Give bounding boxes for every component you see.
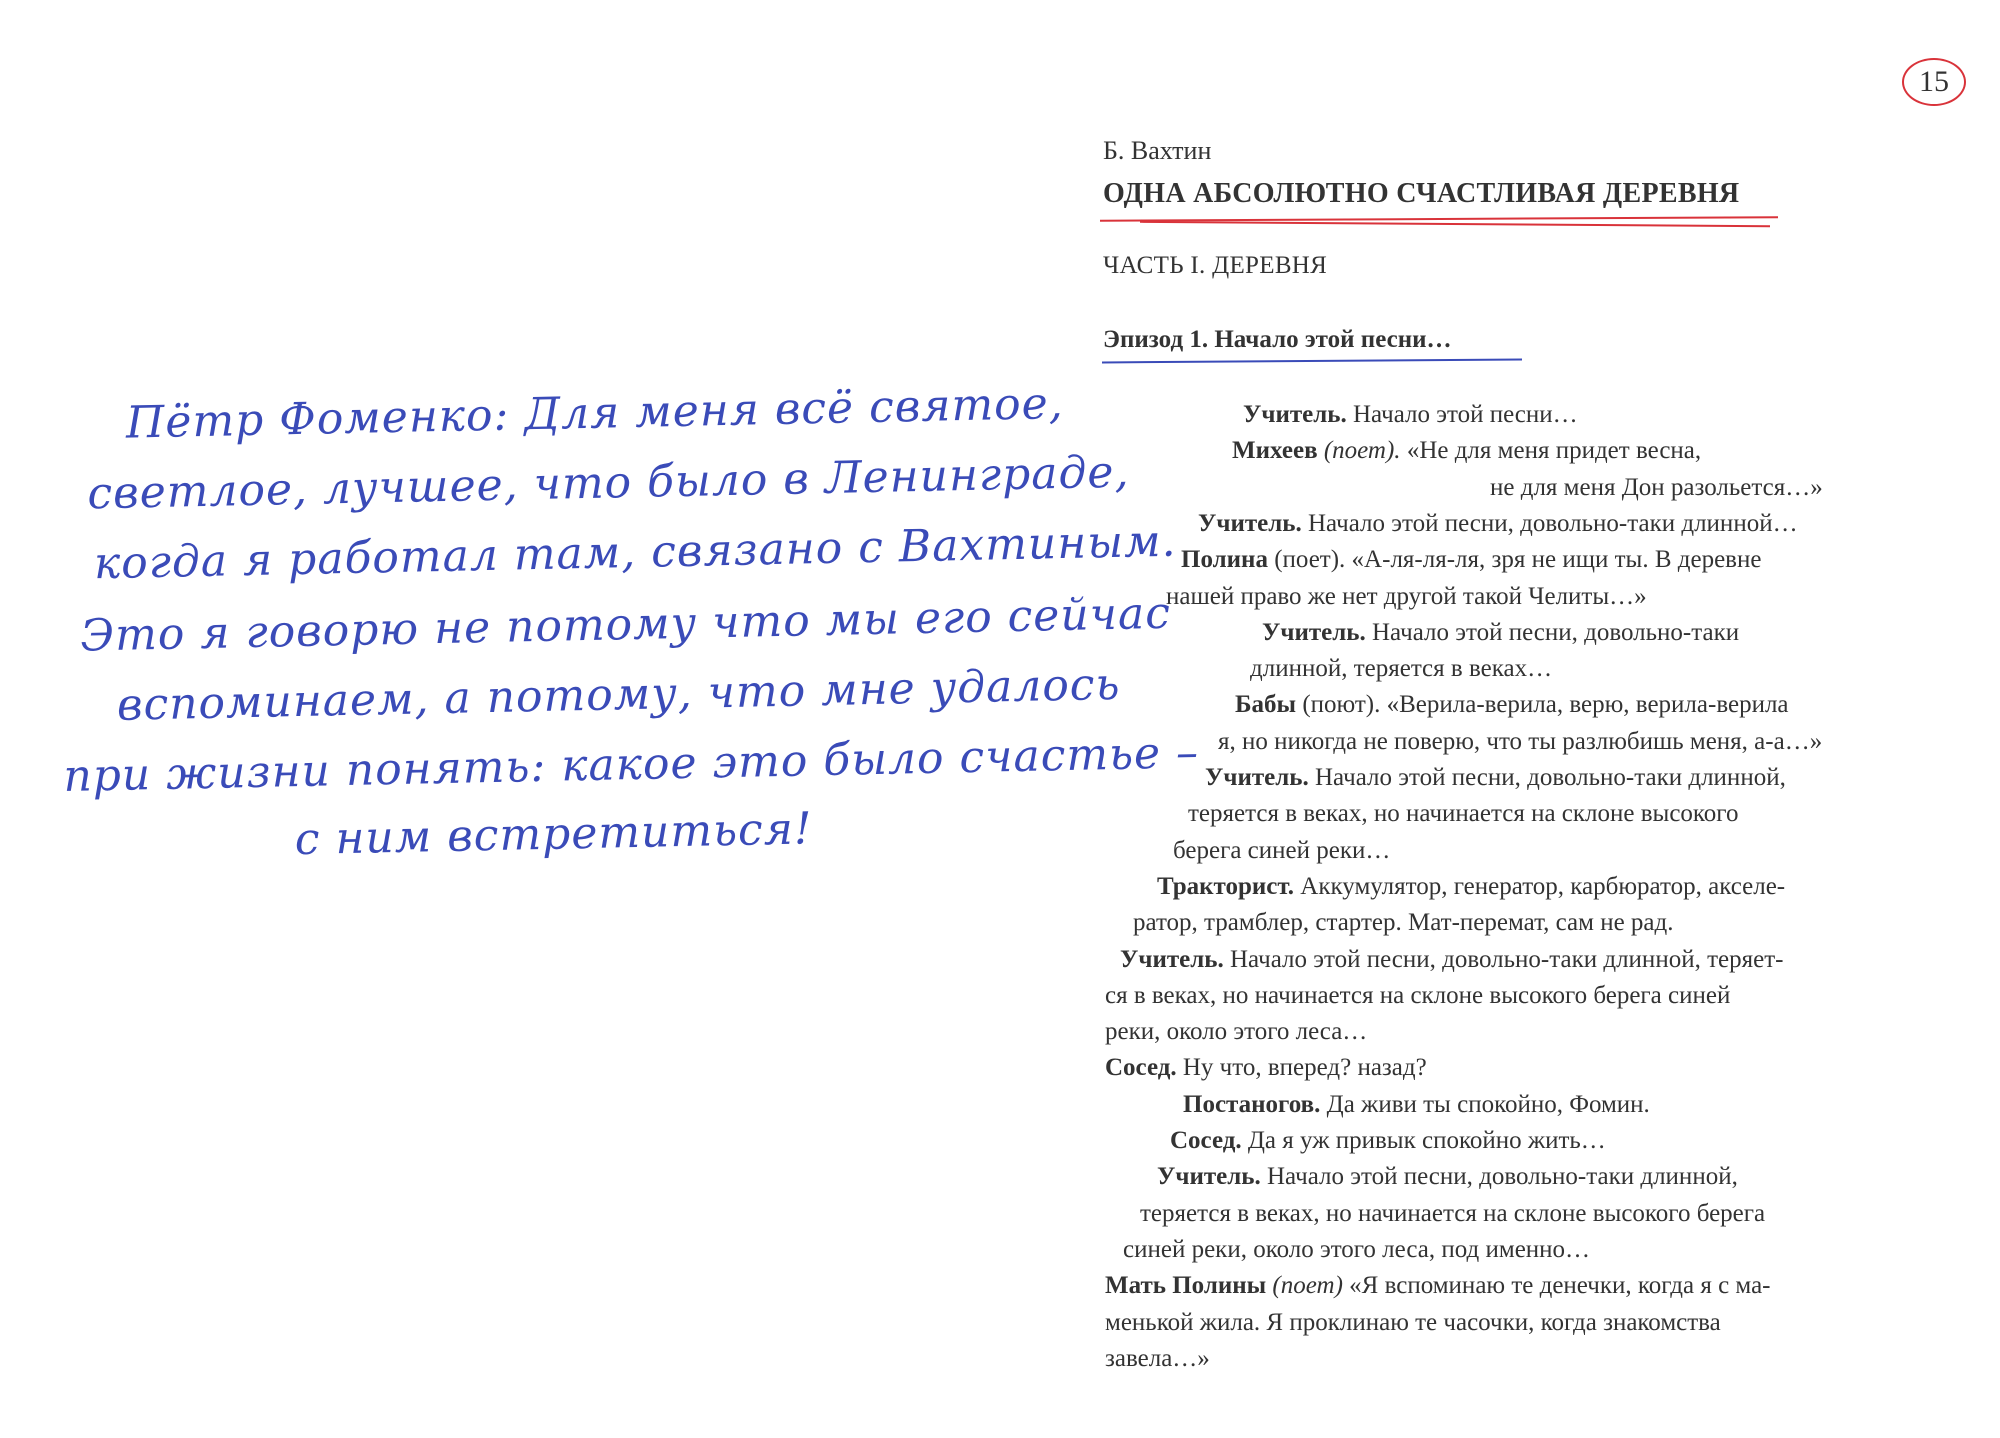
line-text: ся в веках, но начинается на склоне высокого берега синей <box>1105 981 1731 1009</box>
speaker-name: Тракторист. <box>1157 872 1295 900</box>
speaker-name: Полина <box>1181 546 1268 574</box>
script-line <box>1133 908 1673 938</box>
note-line: когда я работал там, связано с Вахтиным. <box>93 515 1178 590</box>
stage-direction: (поет). <box>1317 437 1401 465</box>
line-text: не для меня Дон разольется…» <box>1490 473 1823 501</box>
speaker-name: Учитель. <box>1198 509 1302 537</box>
script-line <box>1232 436 1701 466</box>
line-text: Да я уж привык спокойно жить… <box>1241 1127 1606 1154</box>
line-text: теряется в веках, но начинается на склоне высокого берега <box>1140 1199 1766 1227</box>
line-text: (поет). «А-ля-ля-ля, зря не ищи ты. В деревне <box>1267 546 1762 574</box>
speaker-name: Постаногов. <box>1183 1090 1321 1118</box>
line-text: Начало этой песни, довольно-таки длинной, <box>1308 764 1786 791</box>
script-line <box>1205 763 1786 793</box>
script-line <box>1490 473 1823 503</box>
line-text: (поют). «Верила-верила, верю, верила-верила <box>1296 691 1789 719</box>
script-line <box>1198 509 1798 539</box>
line-text: ратор, трамблер, стартер. Мат-перемат, сам не рад. <box>1133 909 1674 937</box>
line-text: «Не для меня придет весна, <box>1400 437 1702 465</box>
note-line: светлое, лучшее, что было в Ленинграде, <box>86 446 1130 520</box>
script-line <box>1123 1235 1590 1265</box>
script-line <box>1235 690 1789 720</box>
script-line <box>1105 1344 1210 1374</box>
note-line: вспоминаем, а потому, что мне удалось <box>116 658 1121 731</box>
play-title: ОДНА АБСОЛЮТНО СЧАСТЛИВАЯ ДЕРЕВНЯ <box>1103 178 1740 209</box>
line-text: Ну что, вперед? назад? <box>1176 1054 1427 1082</box>
speaker-name: Михеев <box>1232 437 1318 465</box>
stage-direction: (поет) <box>1266 1272 1343 1300</box>
line-text: Начало этой песни, довольно-таки длинной, <box>1260 1163 1738 1191</box>
line-text: Начало этой песни, довольно-таки длинной, теряет- <box>1223 945 1784 973</box>
line-text: Начало этой песни… <box>1346 401 1578 428</box>
script-line <box>1173 836 1390 866</box>
script-line <box>1262 618 1739 648</box>
speaker-name: Мать Полины <box>1105 1272 1267 1300</box>
handwritten-note <box>35 371 1200 866</box>
line-text: Начало этой песни, довольно-таки длинной… <box>1301 509 1798 537</box>
line-text: Да живи ты спокойно, Фомин. <box>1320 1090 1650 1118</box>
script-line <box>1218 727 1822 757</box>
line-text: реки, около этого леса… <box>1105 1018 1368 1046</box>
script-line <box>1105 1308 1721 1338</box>
script-line <box>1105 1017 1367 1047</box>
episode-heading: Эпизод 1. Начало этой песни… <box>1103 326 1452 353</box>
speaker-name: Сосед. <box>1170 1127 1242 1154</box>
line-text: теряется в веках, но начинается на склоне высокого <box>1188 800 1739 828</box>
line-text: завела…» <box>1105 1344 1210 1372</box>
note-line: Пётр Фоменко: Для меня всё святое, <box>125 377 1065 449</box>
note-line: с ним встретиться! <box>294 803 813 866</box>
note-line: Это я говорю не потому что мы его сейчас <box>79 587 1172 662</box>
script-line <box>1120 945 1783 975</box>
speaker-name: Учитель. <box>1243 401 1347 428</box>
line-text: Аккумулятор, генератор, карбюратор, акселе- <box>1294 872 1786 900</box>
speaker-name: Учитель. <box>1157 1163 1261 1191</box>
line-text: я, но никогда не поверю, что ты разлюбишь меня, а-а…» <box>1218 727 1823 755</box>
script-line <box>1140 1199 1765 1229</box>
script-line <box>1105 1053 1427 1083</box>
line-text: длинной, теряется в веках… <box>1250 655 1553 683</box>
line-text: берега синей реки… <box>1173 836 1391 864</box>
script-line <box>1157 1162 1738 1192</box>
script-line <box>1188 799 1738 829</box>
line-text: Начало этой песни, довольно-таки <box>1365 618 1740 646</box>
speaker-name: Бабы <box>1235 691 1297 719</box>
script-line <box>1250 654 1552 684</box>
script-line <box>1243 400 1578 430</box>
script-line <box>1105 1271 1771 1301</box>
line-text: нашей право же нет другой такой Челиты…» <box>1166 582 1647 610</box>
line-text: менькой жила. Я проклинаю те часочки, когда знакомства <box>1105 1308 1721 1336</box>
speaker-name: Учитель. <box>1120 945 1224 973</box>
script-line <box>1157 872 1785 902</box>
author-name: Б. Вахтин <box>1103 136 1212 165</box>
script-line <box>1170 1126 1606 1156</box>
line-text: синей реки, около этого леса, под именно… <box>1123 1235 1591 1263</box>
speaker-name: Учитель. <box>1262 618 1366 646</box>
script-line <box>1105 981 1730 1011</box>
line-text: «Я вспоминаю те денечки, когда я с ма- <box>1342 1272 1771 1300</box>
script-line <box>1183 1090 1650 1120</box>
page-number: 15 <box>1902 58 1966 106</box>
part-heading: ЧАСТЬ I. ДЕРЕВНЯ <box>1103 252 1328 279</box>
script-line <box>1166 582 1647 612</box>
note-line: при жизни понять: какое это было счастье – <box>62 727 1200 802</box>
script-line <box>1181 545 1761 575</box>
speaker-name: Учитель. <box>1205 764 1309 791</box>
speaker-name: Сосед. <box>1105 1054 1177 1082</box>
